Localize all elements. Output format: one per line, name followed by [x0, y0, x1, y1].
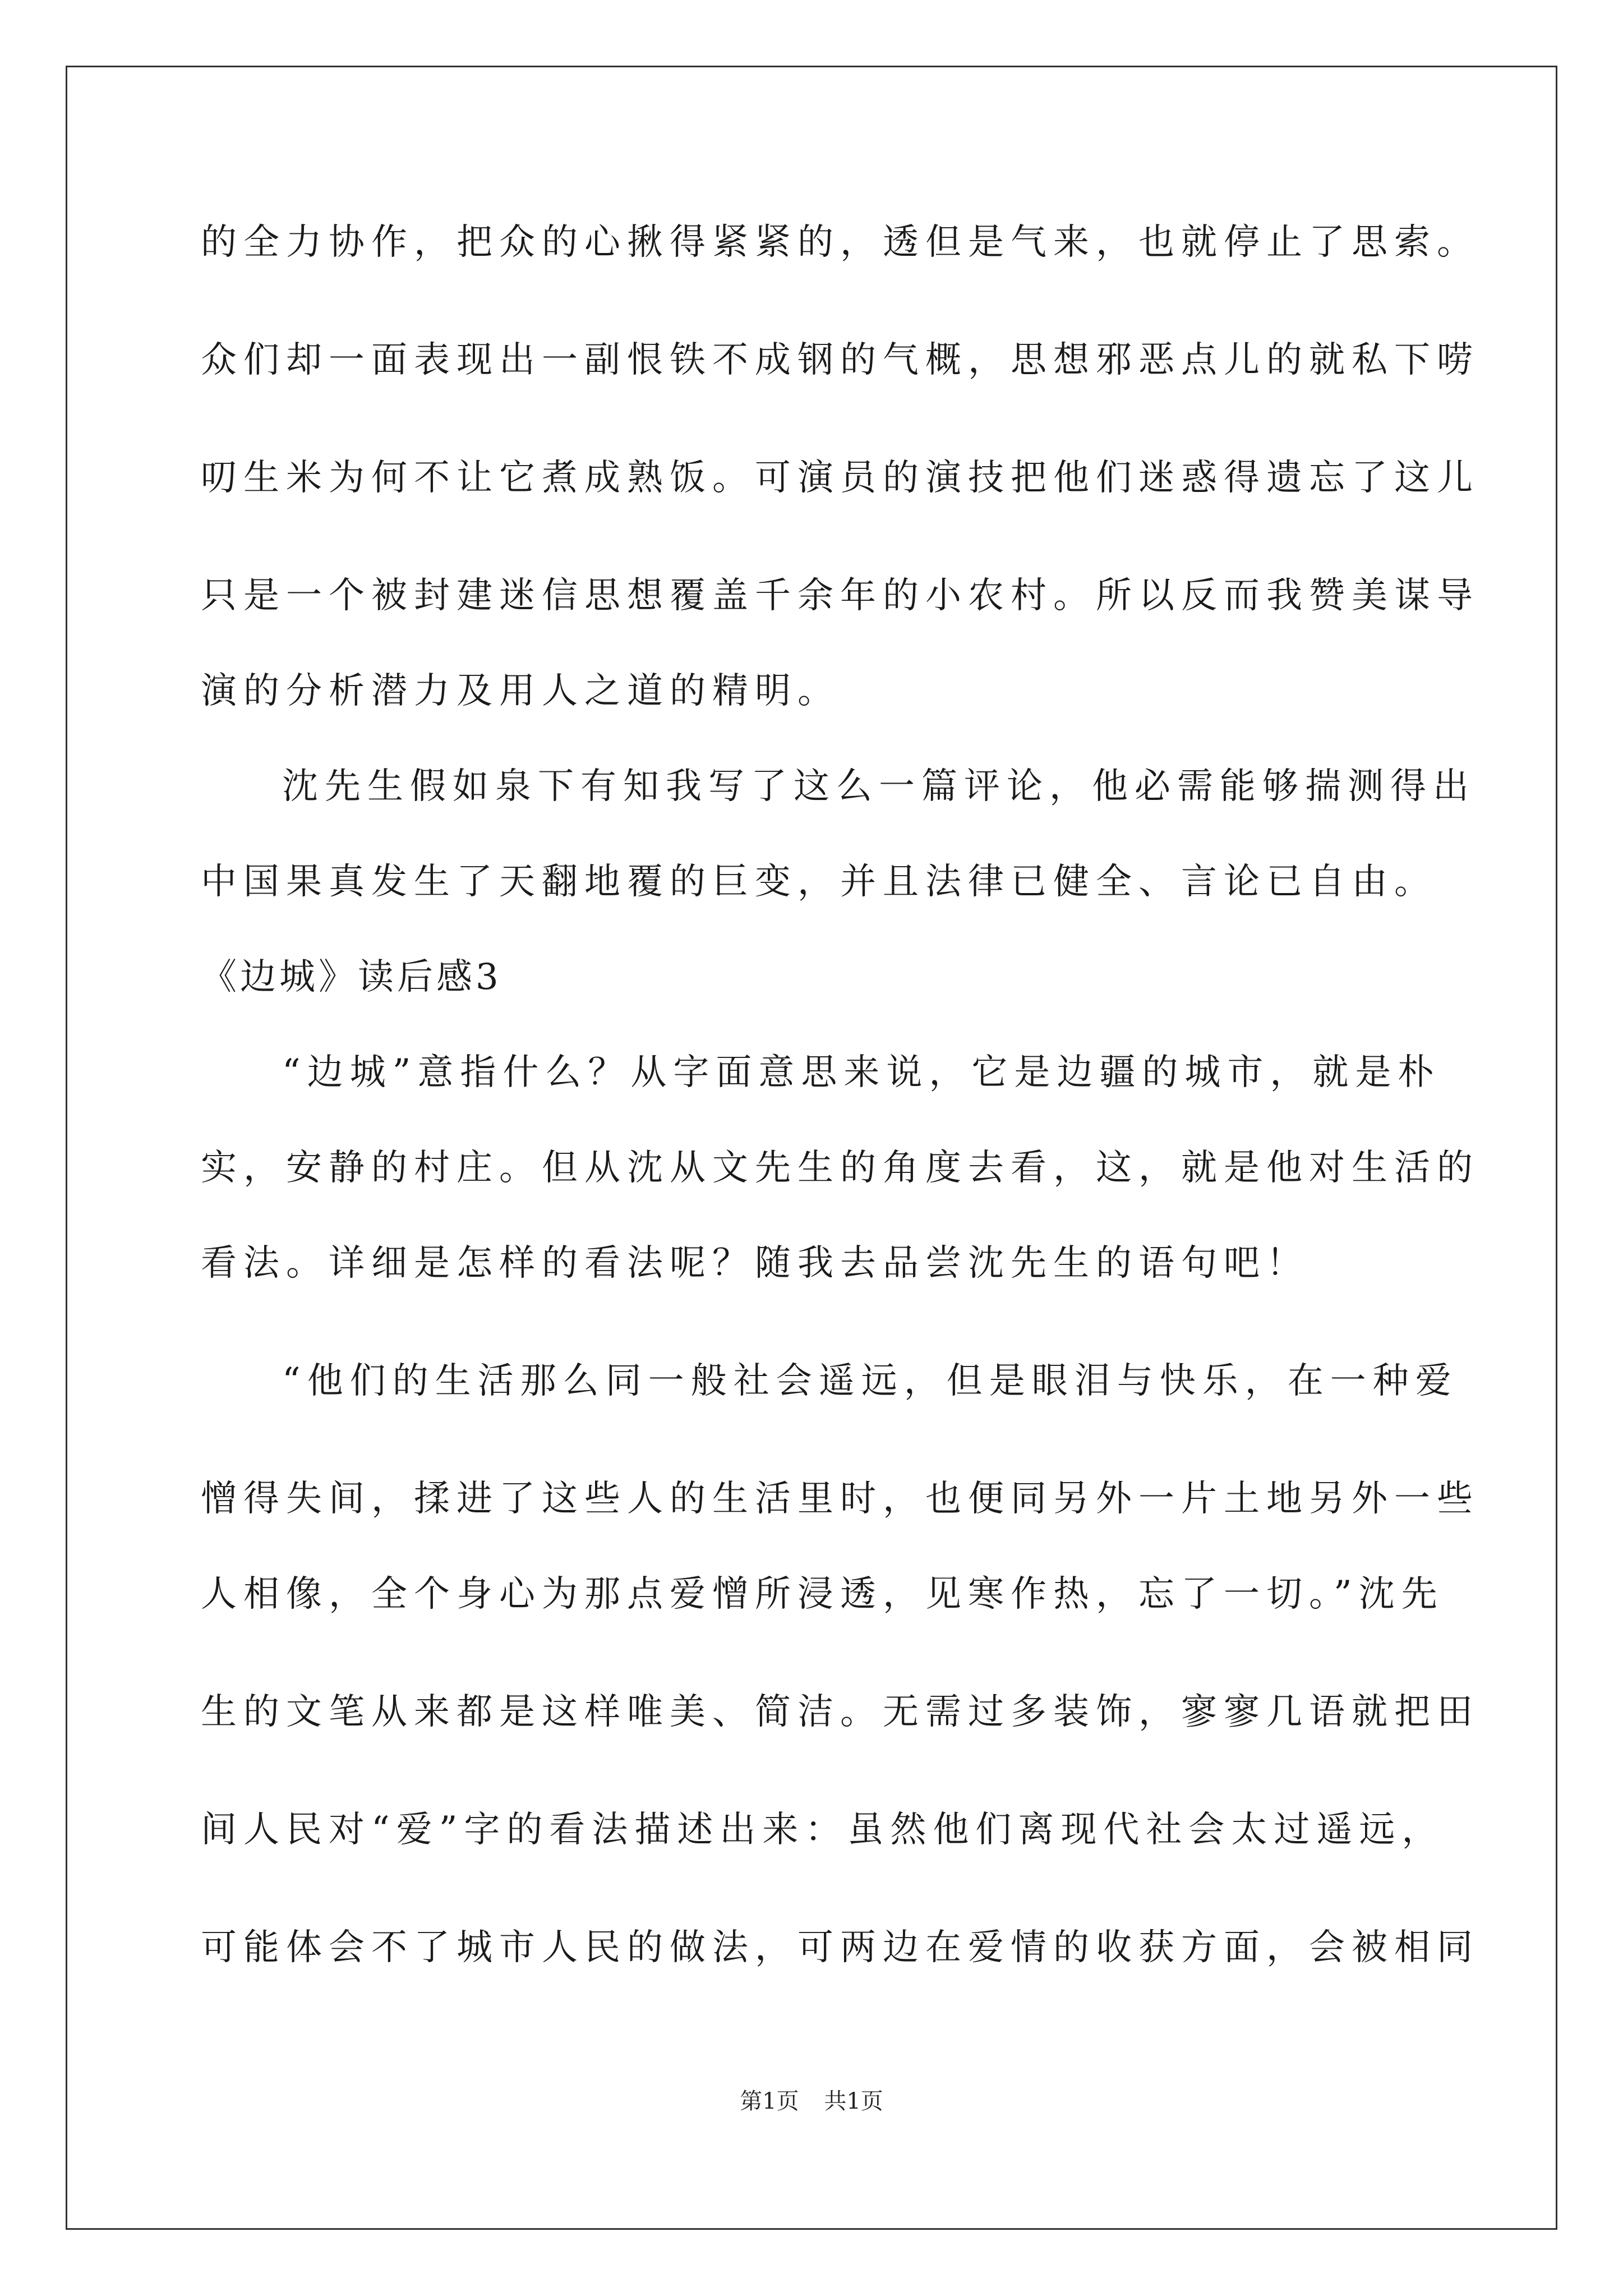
body-line: 沈先生假如泉下有知我写了这么一篇评论，他必需能够揣测得出: [282, 766, 1476, 807]
body-line: 人相像，全个身心为那点爱憎所浸透，见寒作热，忘了一切。”沈先: [201, 1573, 1444, 1615]
section-heading: 《边城》读后感3: [201, 956, 502, 998]
body-line: 的全力协作，把众的心揪得紧紧的，透但是气来，也就停止了思索。: [201, 222, 1479, 263]
body-line: 看法。详细是怎样的看法呢？随我去品尝沈先生的语句吧！: [201, 1243, 1309, 1284]
body-line: 憎得失间，揉进了这些人的生活里时，也便同另外一片土地另外一些: [201, 1478, 1479, 1520]
body-line: 可能体会不了城市人民的做法，可两边在爱情的收获方面，会被相同: [201, 1927, 1479, 1968]
page-total: 共1页: [824, 2088, 883, 2114]
body-line: 生的文笔从来都是这样唯美、简洁。无需过多装饰，寥寥几语就把田: [201, 1691, 1479, 1733]
body-line: 间人民对“爱”字的看法描述出来：虽然他们离现代社会太过遥远，: [201, 1809, 1445, 1851]
body-line: 中国果真发生了天翻地覆的巨变，并且法律已健全、言论已自由。: [201, 861, 1437, 903]
body-line: “他们的生活那么同一般社会遥远，但是眼泪与快乐，在一种爱: [282, 1360, 1458, 1402]
page-footer: [0, 2088, 1623, 2115]
body-line: 众们却一面表现出一副恨铁不成钢的气概，思想邪恶点儿的就私下唠: [201, 339, 1479, 381]
body-line: 演的分析潜力及用人之道的精明。: [201, 670, 840, 712]
body-line: 只是一个被封建迷信思想覆盖千余年的小农村。所以反而我赞美谋导: [201, 575, 1479, 616]
body-line: 叨生米为何不让它煮成熟饭。可演员的演技把他们迷惑得遗忘了这儿: [201, 457, 1479, 499]
body-line: “边城”意指什么？从字面意思来说，它是边疆的城市，就是朴: [282, 1052, 1441, 1093]
body-line: 实，安静的村庄。但从沈从文先生的角度去看，这，就是他对生活的: [201, 1147, 1479, 1189]
page-number: 第1页: [740, 2088, 799, 2114]
